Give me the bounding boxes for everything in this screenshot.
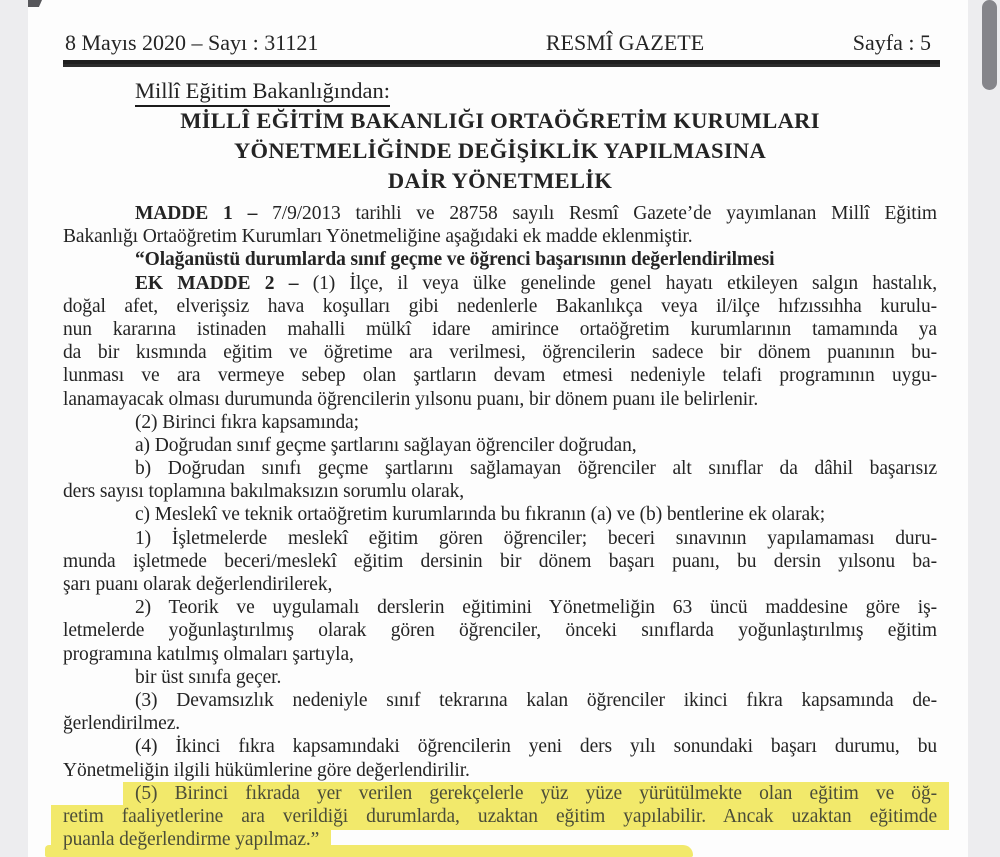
regulation-title xyxy=(63,106,937,196)
gazette-page xyxy=(28,0,968,857)
doc-line: b) Doğrudan sınıfı geçme şartlarını sağlamayan öğrenciler alt sınıflar da dâhil başarısız xyxy=(135,458,937,480)
doc-line: programına katılmış olmaları şartıyla, xyxy=(63,643,354,665)
gazette-date-issue: 8 Mayıs 2020 – Sayı : 31121 xyxy=(65,30,319,55)
title-line: MİLLÎ EĞİTİM BAKANLIĞI ORTAÖĞRETİM KURUMLARI xyxy=(180,108,820,133)
scan-artifact xyxy=(28,0,42,7)
doc-line: retim faaliyetlerine ara verildiği durumlarda, uzaktan eğitim yapılabilir. Ancak uzaktan eğitimde xyxy=(63,805,937,828)
doc-line: ğerlendirilmez. xyxy=(63,713,181,735)
doc-line: Yönetmeliğin ilgili hükümlerine göre değerlendirilir. xyxy=(63,759,470,781)
doc-line: (4) İkinci fıkra kapsamındaki öğrencilerin yeni ders yılı sonundaki başarı durumu, bu xyxy=(135,736,937,758)
title-line: DAİR YÖNETMELİK xyxy=(387,168,613,193)
doc-line: (3) Devamsızlık nedeniyle sınıf tekrarına kalan öğrenciler ikinci fıkra kapsamında de- xyxy=(135,689,937,711)
doc-line: munda işletmede beceri/meslekî eğitim dersinin bir dönem başarı puanı, bu dersin yılsonu ba- xyxy=(63,550,937,572)
doc-line: şarı puanı olarak değerlendirilerek, xyxy=(63,574,333,595)
header-rule xyxy=(63,60,940,67)
doc-line: da bir kısmında eğitim ve öğretime ara verilmesi, öğrencilerin sadece bir dönem puanının bu- xyxy=(63,342,937,364)
doc-line: EK MADDE 2 – (1) İlçe, il veya ülke genelinde genel hayatı etkileyen salgın hastalık, xyxy=(135,272,937,294)
doc-line: (2) Birinci fıkra kapsamında; xyxy=(135,411,359,433)
doc-line: lanamayacak olması durumunda öğrencilerin yılsonu puanı, bir dönem puanı ile belirlenir. xyxy=(63,388,759,410)
regulation-body xyxy=(63,202,937,851)
doc-line: bir üst sınıfa geçer. xyxy=(135,666,282,688)
doc-line: ders sayısı toplamına bakılmaksızın sorumlu olarak, xyxy=(63,481,465,503)
doc-line: puanla değerlendirme yapılmaz.” xyxy=(63,828,937,851)
doc-line: (5) Birinci fıkrada yer verilen gerekçelerle yüz yüze yürütülmekte olan eğitim ve öğ- xyxy=(63,782,937,805)
scrollbar-thumb[interactable] xyxy=(982,0,997,90)
doc-line: MADDE 1 – 7/9/2013 tarihli ve 28758 sayılı Resmî Gazete’de yayımlanan Millî Eğitim xyxy=(135,203,937,224)
doc-line: 1) İşletmelerde meslekî eğitim gören öğrenciler; beceri sınavının yapılamaması duru- xyxy=(135,527,937,549)
doc-line: letmelerde yoğunlaştırılmış olarak gören öğrenciler, önceki sınıflarda yoğunlaştırılmış eğitim xyxy=(63,620,937,642)
gazette-title: RESMÎ GAZETE xyxy=(545,30,705,55)
doc-line: doğal afet, elverişsiz hava koşulları gibi nedenlerle Bakanlıkça veya il/ilçe hıfzıssıhha kurulu- xyxy=(63,295,937,317)
doc-line: “Olağanüstü durumlarda sınıf geçme ve öğrenci başarısının değerlendirilmesi xyxy=(135,249,775,271)
issuing-authority: Millî Eğitim Bakanlığından: xyxy=(135,78,390,107)
doc-line: Bakanlığı Ortaöğretim Kurumları Yönetmeliğine aşağıdaki ek madde eklenmiştir. xyxy=(63,226,693,248)
gazette-page-number: Sayfa : 5 xyxy=(852,30,931,55)
doc-line: nun kararına istinaden mahalli mülkî idare amirince ortaöğretim kurumlarının tamamında ya xyxy=(63,318,937,340)
doc-line: lunması ve ara vermeye sebep olan şartların devam etmesi nedeniyle telafi programının uygu- xyxy=(63,365,937,387)
doc-line: c) Meslekî ve teknik ortaöğretim kurumlarında bu fıkranın (a) ve (b) bentlerine ek olarak; xyxy=(135,504,826,526)
title-line: YÖNETMELİĞİNDE DEĞİŞİKLİK YAPILMASINA xyxy=(233,138,767,163)
gazette-header xyxy=(63,30,937,58)
doc-line: a) Doğrudan sınıf geçme şartlarını sağlayan öğrenciler doğrudan, xyxy=(135,434,637,456)
doc-line: 2) Teorik ve uygulamalı derslerin eğitimini Yönetmeliğin 63 üncü maddesine göre iş- xyxy=(135,597,937,619)
